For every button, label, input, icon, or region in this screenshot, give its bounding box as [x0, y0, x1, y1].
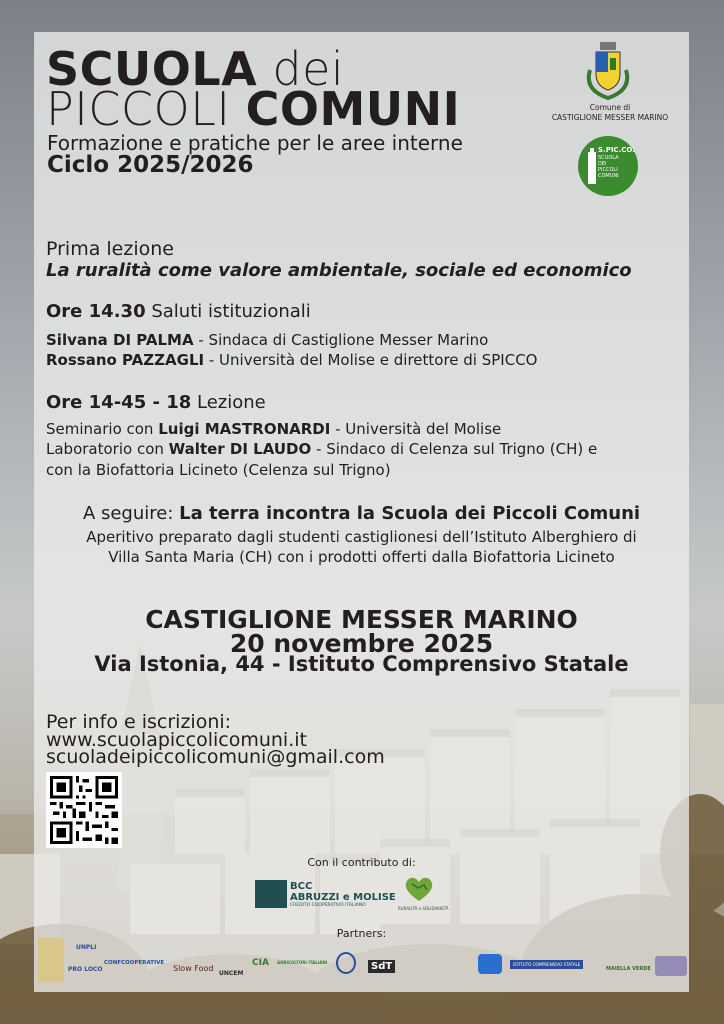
spicco-title: S.PIC.CO. [598, 146, 635, 154]
abruzzo-logo-icon [38, 938, 64, 982]
partner-logo: SdT [368, 960, 395, 973]
subtitle: Formazione e pratiche per le aree interne [47, 131, 463, 155]
speaker-row: Silvana DI PALMA - Sindaca di Castiglione Messer Marino [46, 331, 489, 349]
partner-logo-icon [655, 956, 687, 976]
partner-logo: MAIELLA VERDE [606, 966, 651, 972]
rural-label: RURALITÀ e SOLIDARIETÀ [398, 906, 449, 911]
speaker-row: Rossano PAZZAGLI - Università del Molise e direttore di SPICCO [46, 351, 538, 369]
partner-logo: CONFCOOPERATIVE [104, 960, 165, 966]
aperitivo-line: Aperitivo preparato dagli studenti castiglionesi dell’Istituto Alberghiero di [86, 528, 637, 546]
qr-code-icon[interactable] [46, 772, 122, 848]
seminar-row: Seminario con Luigi MASTRONARDI - Università del Molise [46, 420, 502, 438]
session2-heading: Ore 14-45 - 18 Lezione [46, 392, 266, 413]
tower-icon [587, 148, 597, 184]
partners-label: Partners: [336, 927, 387, 940]
heart-map-icon [404, 876, 434, 902]
partner-logo: ISTITUTO COMPRENSIVO STATALE [510, 960, 583, 969]
session1-heading: Ore 14.30 Saluti istituzionali [46, 301, 311, 322]
partner-logo: AGRICOLTORI ITALIANI [277, 960, 328, 965]
event-place: CASTIGLIONE MESSER MARINO [145, 605, 578, 634]
title-line-2: PICCOLI COMUNI [46, 82, 461, 136]
bcc-name: BCC ABRUZZI e MOLISE [290, 881, 396, 903]
comune-coat-of-arms-icon [580, 40, 636, 102]
spicco-logo [578, 136, 638, 196]
lesson-label: Prima lezione [46, 238, 174, 260]
comune-name: CASTIGLIONE MESSER MARINO [551, 113, 669, 122]
contribution-label: Con il contributo di: [307, 856, 416, 869]
cycle: Ciclo 2025/2026 [47, 152, 254, 178]
aperitivo-line: Villa Santa Maria (CH) con i prodotti offerti dalla Biofattoria Licineto [108, 548, 615, 566]
partner-a-icon [478, 954, 502, 974]
website-link[interactable]: www.scuolapiccolicomuni.it [46, 729, 307, 751]
lesson-title: La ruralità come valore ambientale, sociale ed economico [46, 260, 632, 281]
event-date: 20 novembre 2025 [229, 629, 494, 658]
partner-badge-icon [336, 952, 356, 974]
bcc-logo-icon [255, 880, 287, 908]
partner-logo: UNPLI [76, 944, 97, 951]
bcc-subtitle: CREDITO COOPERATIVO ITALIANO [290, 903, 366, 908]
email-link[interactable]: scuoladeipiccolicomuni@gmail.com [46, 746, 385, 768]
event-address: Via Istonia, 44 - Istituto Comprensivo Statale [94, 652, 629, 676]
partner-logo: Slow Food [173, 964, 214, 973]
aperitivo-heading: A seguire: La terra incontra la Scuola dei Piccoli Comuni [82, 503, 641, 524]
partner-logo: PRO LOCO [68, 966, 103, 973]
info-label: Per info e iscrizioni: [46, 711, 232, 733]
lab-row: Laboratorio con Walter DI LAUDO - Sindaco di Celenza sul Trigno (CH) e [46, 440, 598, 458]
partner-logo: CIA [252, 958, 269, 968]
title-line-1: SCUOLA dei [46, 42, 345, 96]
spicco-subtitle: SCUOLA DEI PICCOLI COMUNI [598, 155, 619, 179]
comune-label: Comune di [589, 103, 631, 112]
partner-logo: UNCEM [219, 970, 244, 977]
lab-row-continued: con la Biofattoria Licineto (Celenza sul Trigno) [46, 461, 391, 479]
